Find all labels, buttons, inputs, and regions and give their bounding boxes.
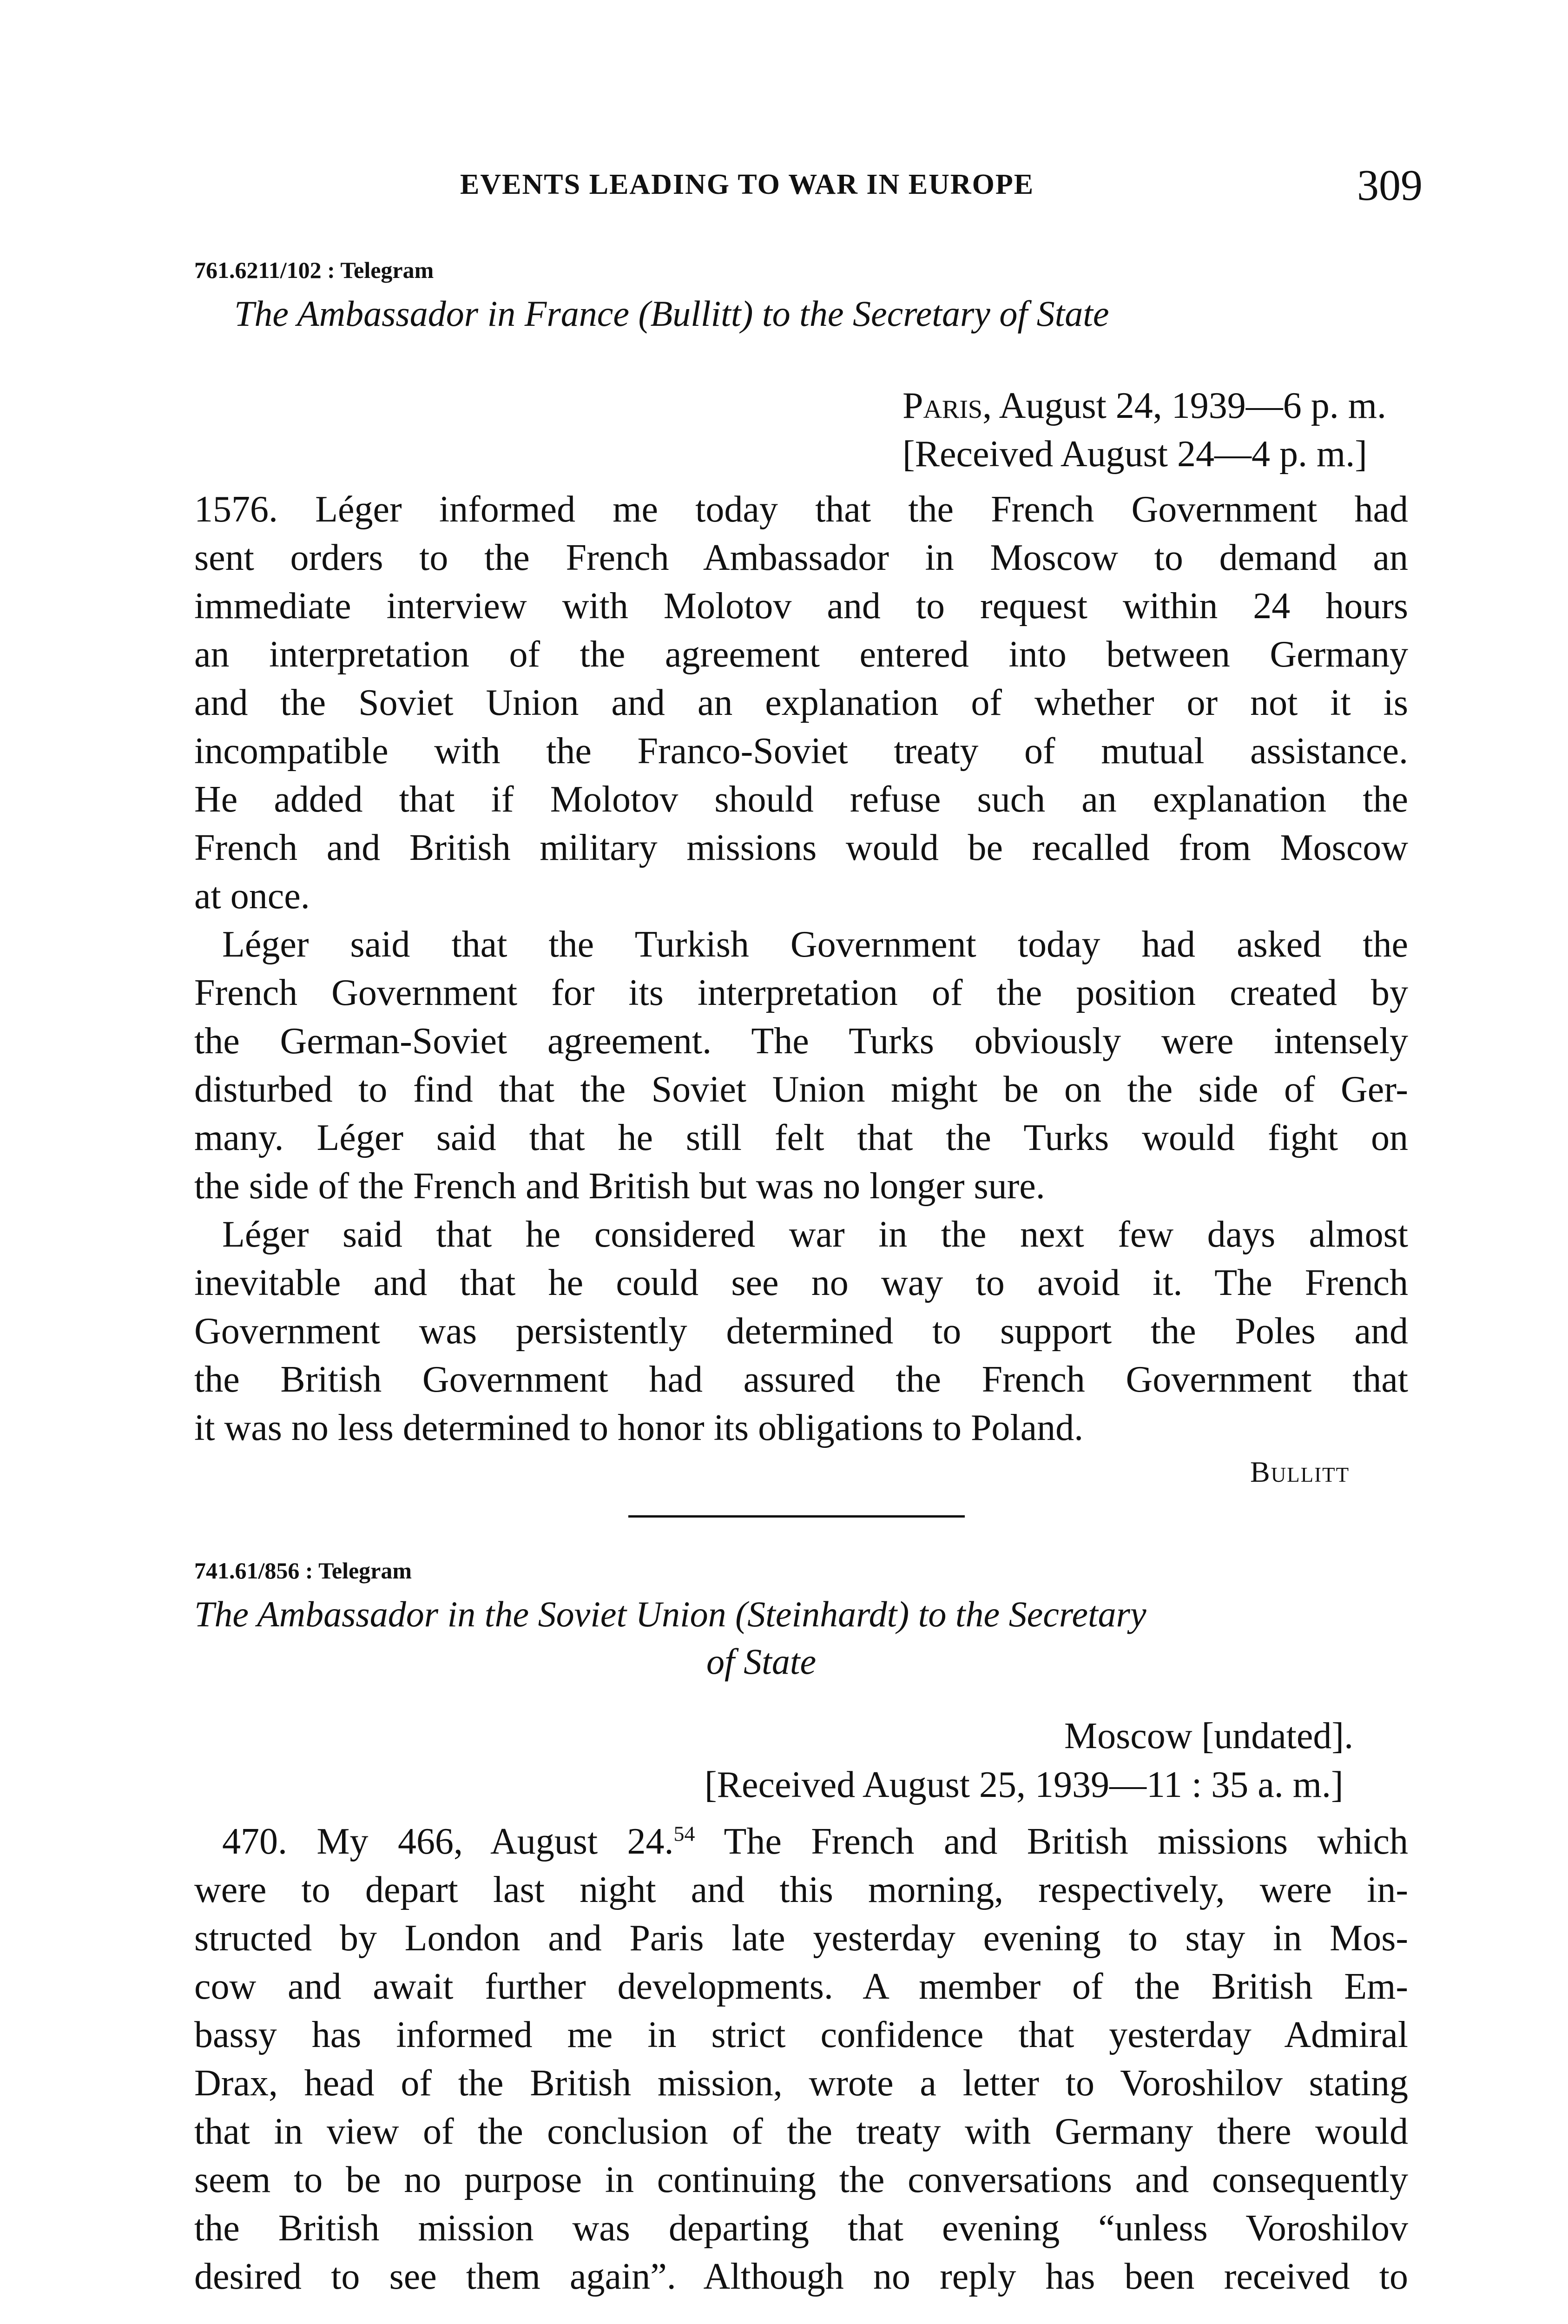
text-line: that in view of the conclusion of the treaty with Germany there would — [194, 2111, 1408, 2152]
text-line: it was no less determined to honor its obligations to Poland. — [194, 1407, 1084, 1448]
document-title-continued: of State — [706, 1641, 817, 1682]
dateline-date: August 24, 1939—6 p. m. — [999, 385, 1387, 426]
text-line: incompatible with the Franco-Soviet treaty of mutual assistance. — [194, 731, 1408, 772]
text-line: Léger said that the Turkish Government today had asked the — [222, 924, 1408, 965]
text-line: many. Léger said that he still felt that the Turks would fight on — [194, 1117, 1408, 1158]
text-line: 1576. Léger informed me today that the French Government had — [194, 489, 1408, 530]
text-line: the British mission was departing that evening “unless Voroshilov — [194, 2208, 1408, 2249]
text-line: Drax, head of the British mission, wrote a letter to Voroshilov stating — [194, 2063, 1408, 2104]
signature: Bullitt — [1250, 1455, 1350, 1488]
text-line: inevitable and that he could see no way to avoid it. The French — [194, 1262, 1408, 1303]
text-line: the German-Soviet agreement. The Turks obviously were intensely — [194, 1021, 1408, 1062]
running-head: EVENTS LEADING TO WAR IN EUROPE — [460, 169, 1034, 200]
dateline: Moscow [undated]. — [1064, 1716, 1354, 1756]
telegram-body — [194, 485, 1408, 1452]
text-line: and the Soviet Union and an explanation of whether or not it is — [194, 682, 1408, 723]
text-line: sent orders to the French Ambassador in Moscow to demand an — [194, 537, 1408, 578]
text-segment: The French and British missions which — [695, 1821, 1408, 1862]
text-line: the British Government had assured the French Government that — [194, 1359, 1408, 1400]
text-line: French and British military missions would be recalled from Moscow — [194, 827, 1408, 868]
document-title: The Ambassador in France (Bullitt) to the Secretary of State — [234, 293, 1109, 334]
text-line: were to depart last night and this morning, respectively, were in- — [194, 1869, 1408, 1910]
text-line: seem to be no purpose in continuing the conversations and consequently — [194, 2159, 1408, 2200]
received-line: [Received August 24—4 p. m.] — [903, 434, 1367, 475]
text-line: structed by London and Paris late yesterday evening to stay in Mos- — [194, 1918, 1408, 1959]
page-number: 309 — [1357, 161, 1423, 210]
text-line: the side of the French and British but was no longer sure. — [194, 1166, 1045, 1207]
section-divider — [628, 1515, 965, 1518]
text-line: an interpretation of the agreement entered into between Germany — [194, 634, 1408, 675]
telegram-body — [194, 1817, 1408, 2301]
dateline — [903, 385, 1386, 427]
text-line: bassy has informed me in strict confidence that yesterday Admiral — [194, 2014, 1408, 2055]
dateline-place: Paris, — [903, 385, 992, 426]
text-line: cow and await further developments. A member of the British Em- — [194, 1966, 1408, 2007]
text-line: Government was persistently determined to support the Poles and — [194, 1311, 1408, 1352]
text-line: desired to see them again”. Although no reply has been received to — [194, 2256, 1408, 2297]
text-line: at once. — [194, 876, 310, 917]
text-line: French Government for its interpretation of the position created by — [194, 972, 1408, 1013]
file-reference: 761.6211/102 : Telegram — [194, 257, 434, 283]
text-line: immediate interview with Molotov and to request within 24 hours — [194, 586, 1408, 627]
text-line: He added that if Molotov should refuse such an explanation the — [194, 779, 1408, 820]
text-segment: 470. My 466, August 24. — [222, 1821, 674, 1862]
text-line: Léger said that he considered war in the next few days almost — [222, 1214, 1408, 1255]
text-line — [194, 1817, 1408, 1866]
received-line: [Received August 25, 1939—11 : 35 a. m.] — [705, 1764, 1344, 1805]
text-line: disturbed to find that the Soviet Union might be on the side of Ger- — [194, 1069, 1408, 1110]
document-title: The Ambassador in the Soviet Union (Steinhardt) to the Secretary — [194, 1594, 1146, 1634]
file-reference: 741.61/856 : Telegram — [194, 1558, 412, 1584]
footnote-reference: 54 — [673, 1822, 695, 1846]
